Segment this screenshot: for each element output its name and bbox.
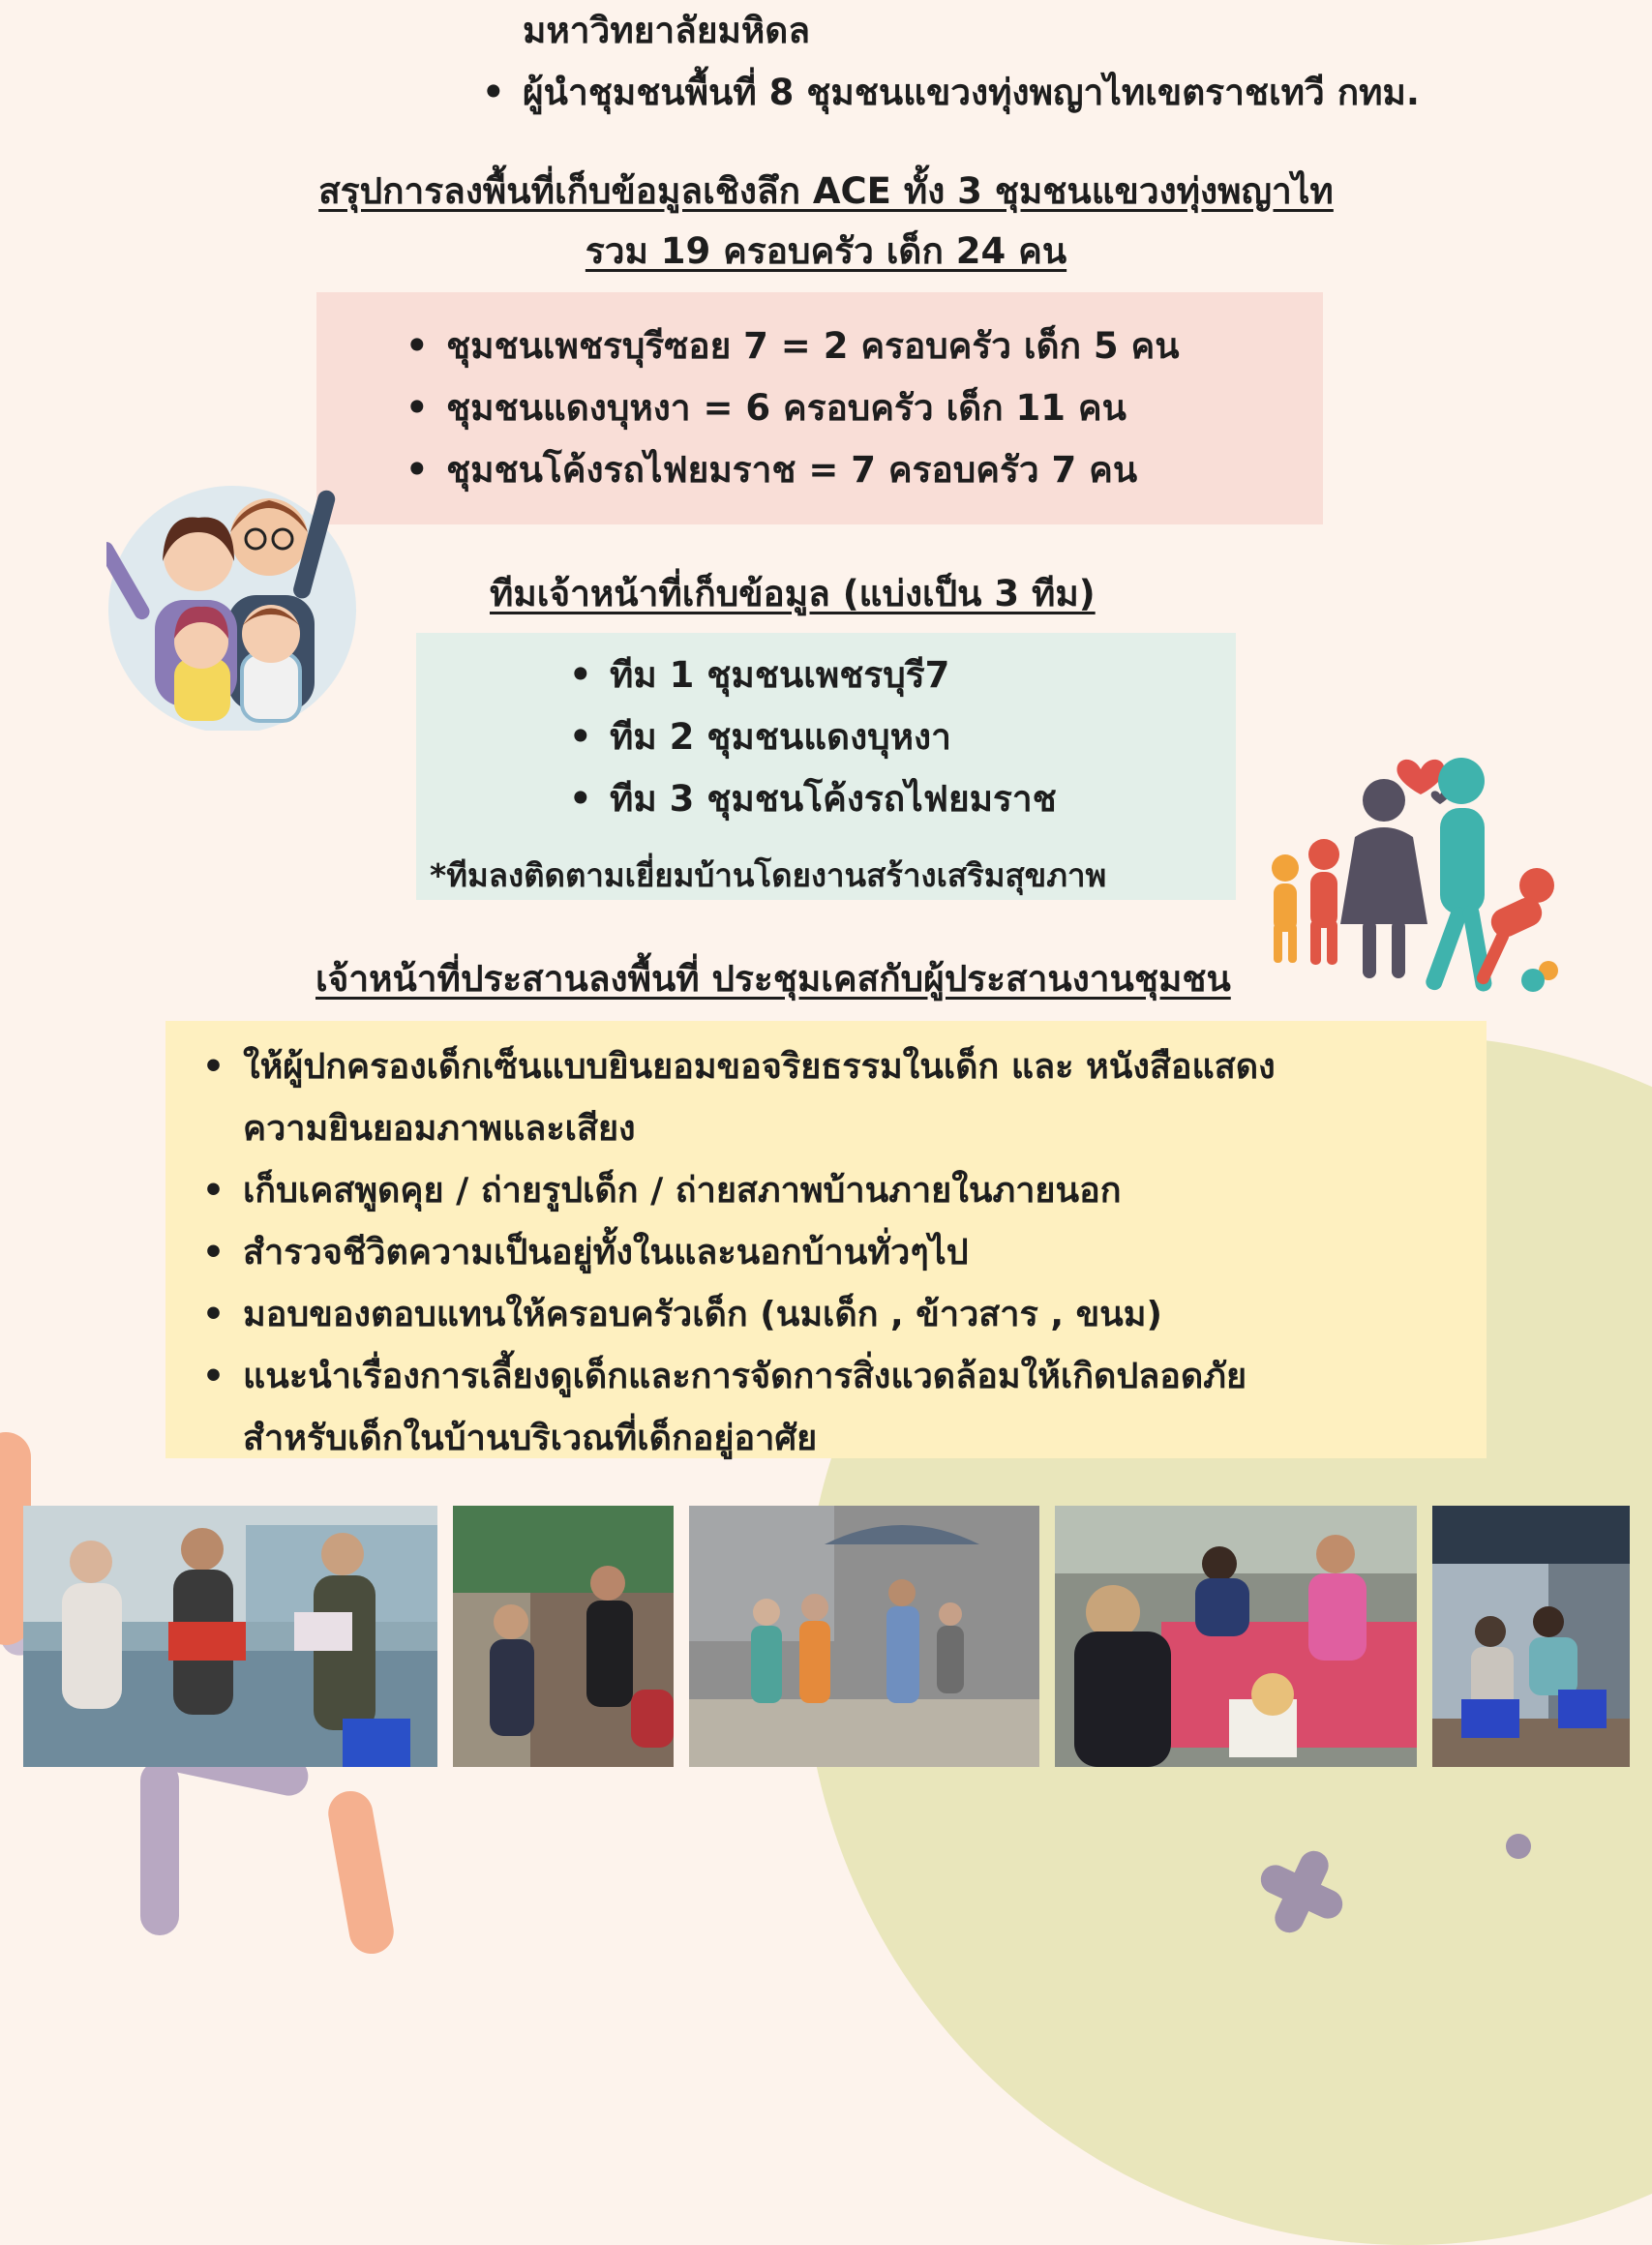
photo-community-visit-1 [23, 1506, 437, 1767]
photo-community-visit-5 [1432, 1506, 1630, 1767]
decorative-stroke [325, 1787, 398, 1957]
bullet: • [202, 1357, 225, 1396]
bullet: • [202, 1295, 225, 1334]
list-item: • ทีม 1 ชุมชนเพชรบุรี7 [610, 644, 1057, 706]
bullet: • [405, 325, 429, 367]
list-item: • สำรวจชีวิตความเป็นอยู่ทั้งในและนอกบ้านทั่วๆไป [243, 1222, 1276, 1284]
teams-list [569, 644, 1057, 830]
list-item: • ชุมชนโค้งรถไฟยมราช = 7 ครอบครัว 7 คน [446, 439, 1180, 501]
list-item: • ชุมชนเพชรบุรีซอย 7 = 2 ครอบครัว เด็ก 5 คน [446, 315, 1180, 377]
bullet: • [202, 1171, 225, 1211]
list-item: • ให้ผู้ปกครองเด็กเซ็นแบบยินยอมขอจริยธรรมในเด็ก และ หนังสือแสดง ความยินยอมภาพและเสียง [243, 1036, 1276, 1160]
coordination-list [202, 1036, 1276, 1470]
coordination-box [165, 1021, 1487, 1458]
community-summary-box [316, 292, 1323, 524]
summary-subtitle: รวม 19 ครอบครัว เด็ก 24 คน [585, 230, 1067, 272]
teams-note: *ทีมลงติดตามเยี่ยมบ้านโดยงานสร้างเสริมสุขภาพ [430, 856, 1107, 894]
summary-title: สรุปการลงพื้นที่เก็บข้อมูลเชิงลึก ACE ทั้ง 3 ชุมชนแขวงทุ่งพญาไท [318, 170, 1334, 212]
bullet: • [569, 654, 592, 696]
photo-community-visit-3 [689, 1506, 1039, 1767]
list-item: • ชุมชนแดงบุหงา = 6 ครอบครัว เด็ก 11 คน [446, 377, 1180, 439]
bullet: • [202, 1233, 225, 1272]
list-item: • แนะนำเรื่องการเลี้ยงดูเด็กและการจัดการสิ่งแวดล้อมให้เกิดปลอดภัย สำหรับเด็กในบ้านบริเวณที่เด็กอยู่อาศัย [243, 1346, 1276, 1470]
bullet: • [405, 387, 429, 429]
university-name: มหาวิทยาลัยมหิดล [523, 10, 811, 51]
bullet: • [569, 778, 592, 820]
photo-community-visit-2 [453, 1506, 674, 1767]
list-item: • มอบของตอบแทนให้ครอบครัวเด็ก (นมเด็ก , ข้าวสาร , ขนม) [243, 1284, 1276, 1346]
bullet: • [482, 72, 505, 113]
community-list [405, 315, 1180, 501]
decorative-dot [1506, 1834, 1531, 1859]
family-illustration-icon [106, 479, 358, 731]
teams-title: ทีมเจ้าหน้าที่เก็บข้อมูล (แบ่งเป็น 3 ทีม) [490, 573, 1096, 614]
list-item: • ทีม 3 ชุมชนโค้งรถไฟยมราช [610, 768, 1057, 830]
list-item: • ทีม 2 ชุมชนแดงบุหงา [610, 706, 1057, 768]
leaders-text: ผู้นำชุมชนพื้นที่ 8 ชุมชนแขวงทุ่งพญาไทเขตราชเทวี กทม. [523, 72, 1420, 113]
coordination-title: เจ้าหน้าที่ประสานลงพื้นที่ ประชุมเคสกับผู้ประสานงานชุมชน [315, 958, 1231, 1000]
leaders-bullet-item [482, 64, 1420, 121]
list-item: • เก็บเคสพูดคุย / ถ่ายรูปเด็ก / ถ่ายสภาพบ้านภายในภายนอก [243, 1160, 1276, 1222]
decorative-stroke [140, 1761, 179, 1935]
heart-icon [1397, 760, 1444, 794]
family-silhouette-icon [1258, 740, 1577, 1011]
teams-box [416, 633, 1236, 900]
bullet: • [569, 716, 592, 758]
photo-community-visit-4 [1055, 1506, 1417, 1767]
bullet: • [202, 1047, 225, 1087]
bullet: • [405, 449, 429, 491]
